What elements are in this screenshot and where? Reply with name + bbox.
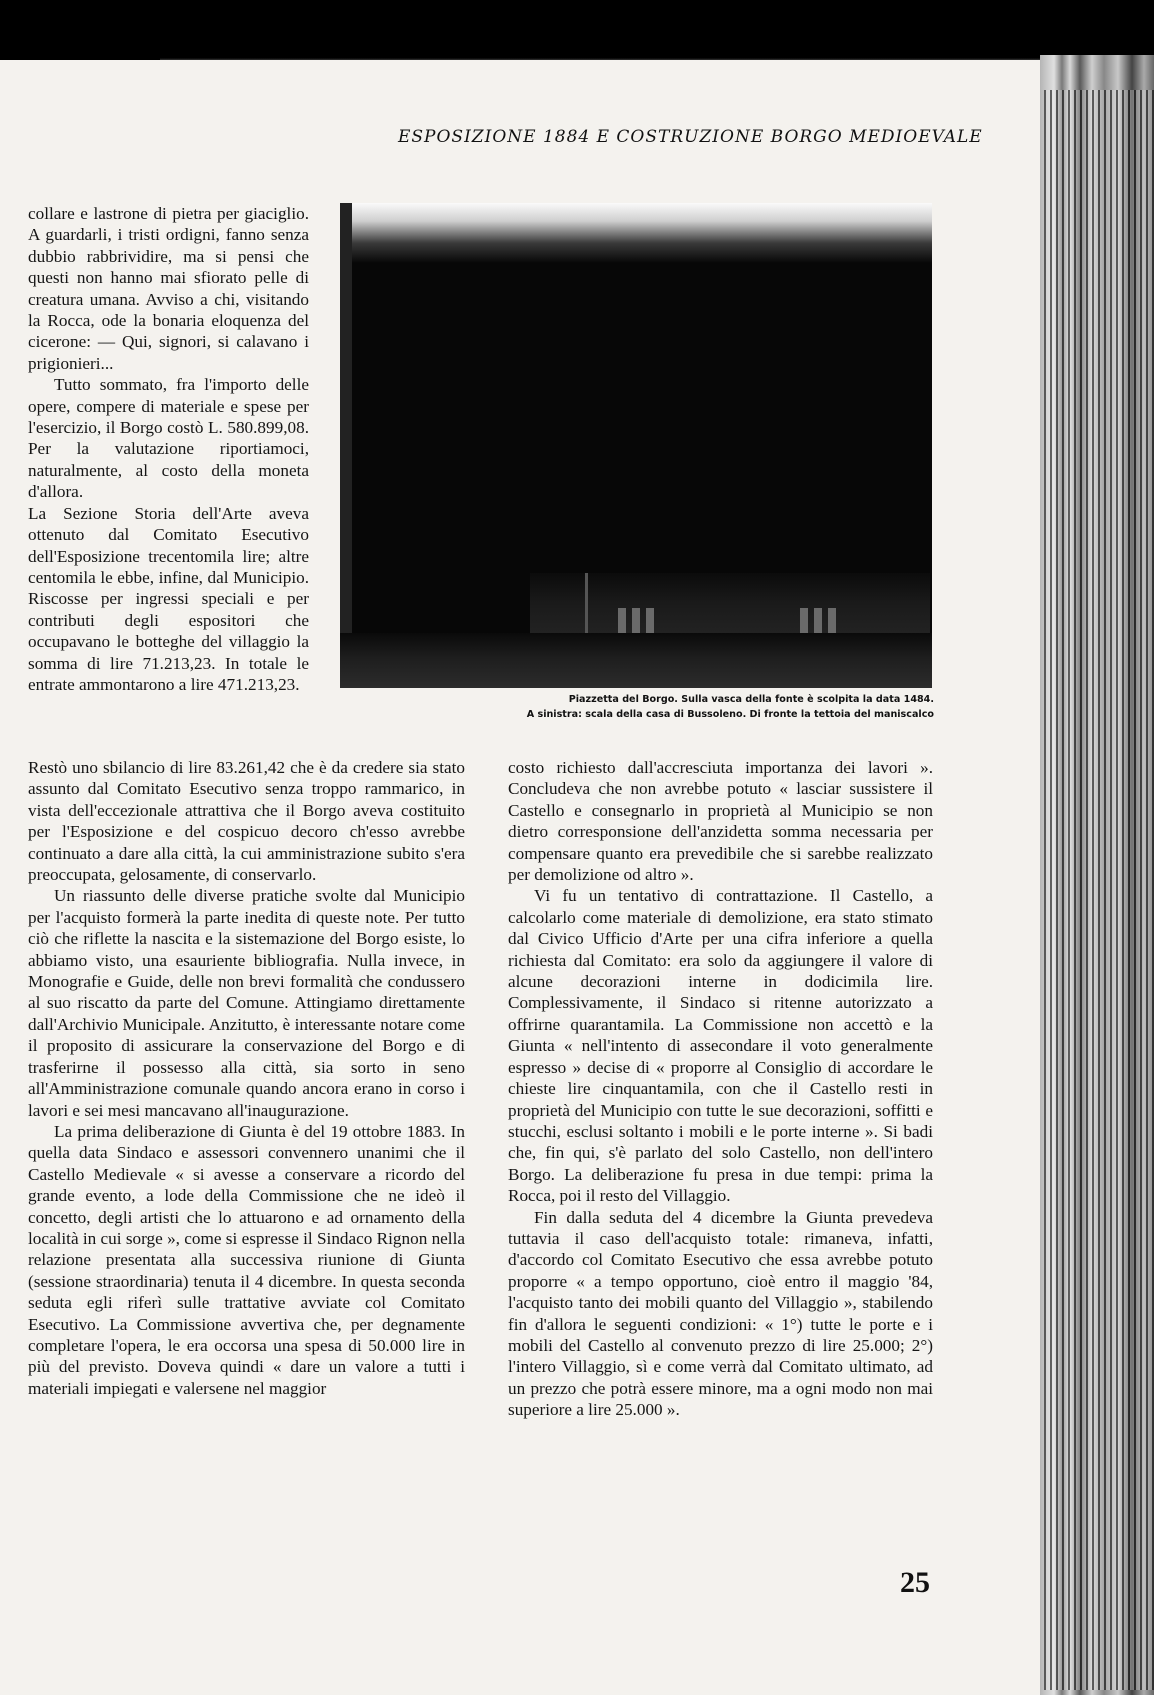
book-page-edges-stripes [1044, 90, 1154, 1690]
figure-caption [336, 692, 934, 722]
scan-border-top-left [0, 0, 160, 62]
photo-window [814, 608, 822, 636]
text-column-right [508, 757, 933, 1421]
figure-photo [340, 203, 932, 688]
paragraph: Fin dalla seduta del 4 dicembre la Giunta prevedeva tuttavia il caso dell'acquisto totale: rimaneva, infatti, d'accordo col Comitato Esecutivo che essa avrebbe potuto proporre « a tempo opportuno, cioè entro il maggio '84, l'acquisto tanto dei mobili quanto del Villaggio », stabilendo fin d'allora le seguenti condizioni: « 1°) tutte le porte e i mobili del Castello al convenuto prezzo di lire 25.000; 2°) l'intero Villaggio, sì e come verrà dal Comitato ultimato, ad un prezzo che potrà essere minore, ma a ogni modo non mai superiore a lire 25.000 ». [508, 1207, 933, 1420]
photo-window [800, 608, 808, 636]
paragraph: Tutto sommato, fra l'importo delle opere, compere di materiale e spese per l'esercizio, il Borgo costò L. 580.899,08. Per la valutazione riportiamoci, naturalmente, al costo della moneta d'allora. [28, 375, 309, 502]
text-column-left-top [28, 203, 309, 695]
running-head: ESPOSIZIONE 1884 E COSTRUZIONE BORGO MEDIOEVALE [398, 127, 983, 147]
photo-sky [340, 203, 932, 263]
paragraph: Vi fu un tentativo di contrattazione. Il Castello, a calcolarlo come materiale di demolizione, era stato stimato dal Civico Ufficio d'Arte per una cifra inferiore a quella richiesta dal Comitato: era solo da aggiungere il valore di alcune decorazioni interne in dodicimila lire. Complessivamente, il Sindaco si ritenne autorizzato a offrirne quarantamila. La Commissione non accettò e la Giunta « nell'intento di assecondare il voto generalmente espresso » decise di « proporre al Consiglio di accordare le chieste lire cinquantamila, con che il Castello resti in proprietà del Municipio con tutte le sue decorazioni, soffitti e stucchi, esclusi soltanto i mobili e le porte interne ». Si badi che, fin qui, s'è parlato del solo Castello, non dell'intero Borgo. La deliberazione fu presa in due tempi: prima la Rocca, poi il resto del Villaggio. [508, 886, 933, 1206]
caption-line: A sinistra: scala della casa di Bussoleno. Di fronte la tettoia del maniscalco [526, 709, 934, 720]
text-column-left-bottom [28, 757, 465, 1399]
photo-window [646, 608, 654, 636]
page-number: 25 [900, 1566, 930, 1599]
paragraph: collare e lastrone di pietra per giaciglio. A guardarli, i tristi ordigni, fanno senza dubbio rabbrividire, ma si pensi che questi non hanno mai sfiorato pelle di creatura umana. Avviso a chi, visitando la Rocca, ode la bonaria eloquenza del cicerone: — Qui, signori, si calavano i prigionieri... [28, 204, 309, 373]
paragraph: Restò uno sbilancio di lire 83.261,42 che è da credere sia stato assunto dal Comitato Esecutivo senza troppo rammarico, in vista dell'eccezionale attrattiva che il Borgo aveva costituito per l'Esposizione e del cospicuo decoro ch'esso avrebbe continuato a dare alla città, la cui amministrazione subito s'era preoccupata, gelosamente, di conservarlo. [28, 758, 465, 885]
photo-window [632, 608, 640, 636]
paragraph: La prima deliberazione di Giunta è del 19 ottobre 1883. In quella data Sindaco e assessori convennero unanimi che il Castello Medievale « si avesse a conservare a ricordo del grande evento, a lode della Commissione che ne ideò il concetto, degli artisti che lo attuarono e ad ornamento della località in cui sorge », come si espresse il Sindaco Rignon nella relazione presentata alla successiva riunione di Giunta (sessione straordinaria) tenuta il 4 dicembre. In questa seconda seduta egli riferì sulle trattative avviate col Comitato Esecutivo. La Commissione avvertiva che, per degnamente completare l'opera, le era occorsa una spesa di 50.000 lire in più del previsto. Doveva quindi « dare un valore a tutti i materiali impiegati e valersene nel maggior [28, 1121, 465, 1398]
caption-line: Piazzetta del Borgo. Sulla vasca della fonte è scolpita la data 1484. [568, 694, 934, 705]
paragraph: La Sezione Storia dell'Arte aveva ottenuto dal Comitato Esecutivo dell'Esposizione trecentomila lire; altre centomila le ebbe, infine, dal Municipio. Riscosse per ingressi speciali e per contributi degli espositori che occupavano le botteghe del villaggio la somma di lire 71.213,23. In totale le entrate ammontarono a lire 471.213,23. [28, 503, 309, 694]
photo-window [618, 608, 626, 636]
photo-ground [340, 633, 932, 688]
photo-window [828, 608, 836, 636]
photo-wall [340, 203, 352, 688]
paragraph: costo richiesto dall'accresciuta importanza dei lavori ». Concludeva che non avrebbe potuto « lasciar sussistere il Castello e consegnarlo in proprietà al Municipio se non dietro corresponsione dell'anzidetta somma necessaria per compensare quanto era prevedibile che si sarebbe realizzato per demolizione od altro ». [508, 758, 933, 885]
paragraph: Un riassunto delle diverse pratiche svolte dal Municipio per l'acquisto formerà la parte inedita di queste note. Per tutto ciò che riflette la nascita e la sistemazione del Borgo esiste, lo abbiamo visto, una esauriente bibliografia. Nulla invece, in Monografie e Guide, delle non brevi formalità che condussero al suo riscatto da parte del Comune. Attingiamo direttamente dall'Archivio Municipale. Anzitutto, è interessante notare come il proposito di assicurare la conservazione del Borgo e di trasferirne il possesso alla città, sia sorto in seno all'Amministrazione comunale quando ancora erano in corso i lavori e sei mesi mancavano all'inaugurazione. [28, 886, 465, 1120]
